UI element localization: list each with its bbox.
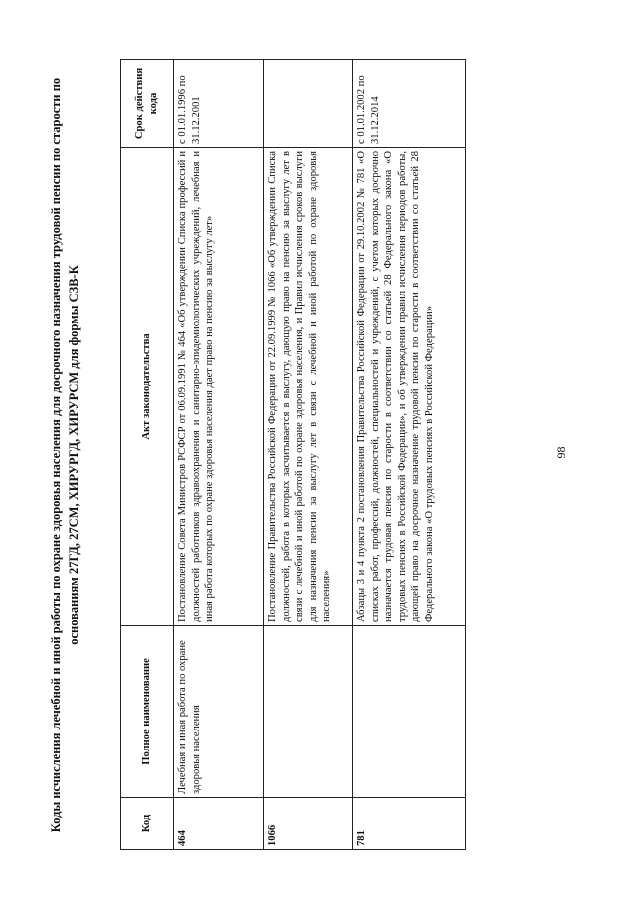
table-row	[174, 60, 264, 850]
cell-term	[264, 60, 353, 148]
cell-code: 464	[174, 798, 264, 850]
header-full-name: Полное наименование	[121, 626, 174, 798]
header-term: Срок действия кода	[121, 60, 174, 148]
title-line-2: основаниям 27ГД, 27СМ, ХИРУРГД, ХИРУРСМ для формы СЗВ-К	[67, 265, 82, 645]
cell-full-name	[353, 626, 466, 798]
cell-full-name: Лечебная и иная работа по охране здоровья населения	[174, 626, 264, 798]
table-header-row	[121, 60, 174, 850]
cell-full-name	[264, 626, 353, 798]
page-number: 98	[554, 446, 568, 459]
header-act: Акт законодательства	[121, 148, 174, 626]
table-row	[353, 60, 466, 850]
cell-act: Абзацы 3 и 4 пункта 2 постановления Правительства Российской Федерации от 29.10.2002 № 781 «О списках работ, профессий, должностей, специальностей и учреждений, с учетом которых досрочно назначается трудовая пенсия по старости в соответствии со статьей 28 Федерального закона «О трудовых пенсиях в Российской Федерации», и об утверждении правил исчисления периодов работы, дающей право на досрочное назначение трудовой пенсии по старости в соответствии со статьей 28 Федерального закона «О трудовых пенсиях в Российской Федерации»	[353, 148, 466, 626]
cell-act: Постановление Совета Министров РСФСР от 06.09.1991 № 464 «Об утверждении Списка профессий и должностей работников здравоохранения и санитарно-эпидемиологических учреждений, лечебная и иная работа которых по охране здоровья населения дает право на пенсию за выслугу лет»	[174, 148, 264, 626]
codes-table	[120, 59, 466, 850]
cell-term: с 01.01.1996 по 31.12.2001	[174, 60, 264, 148]
table-row	[264, 60, 353, 850]
cell-term: с 01.01.2002 по 31.12.2014	[353, 60, 466, 148]
cell-act: Постановление Правительства Российской Федерации от 22.09.1999 № 1066 «Об утверждении Списка должностей, работа в которых засчитывается в выслугу, дающую право на пенсию за выслугу лет в связи с лечебной и иной работой по охране здоровья населения, и Правил исчисления сроков выслуги для назначения пенсии за выслугу лет в связи с лечебной и иной работой по охране здоровья населения»	[264, 148, 353, 626]
document-title	[47, 65, 83, 845]
title-line-1: Коды исчисления лечебной и иной работы по охране здоровья населения для досрочного назначения трудовой пенсии по старости по	[49, 77, 63, 833]
cell-code: 781	[353, 798, 466, 850]
header-code: Код	[121, 798, 174, 850]
cell-code: 1066	[264, 798, 353, 850]
